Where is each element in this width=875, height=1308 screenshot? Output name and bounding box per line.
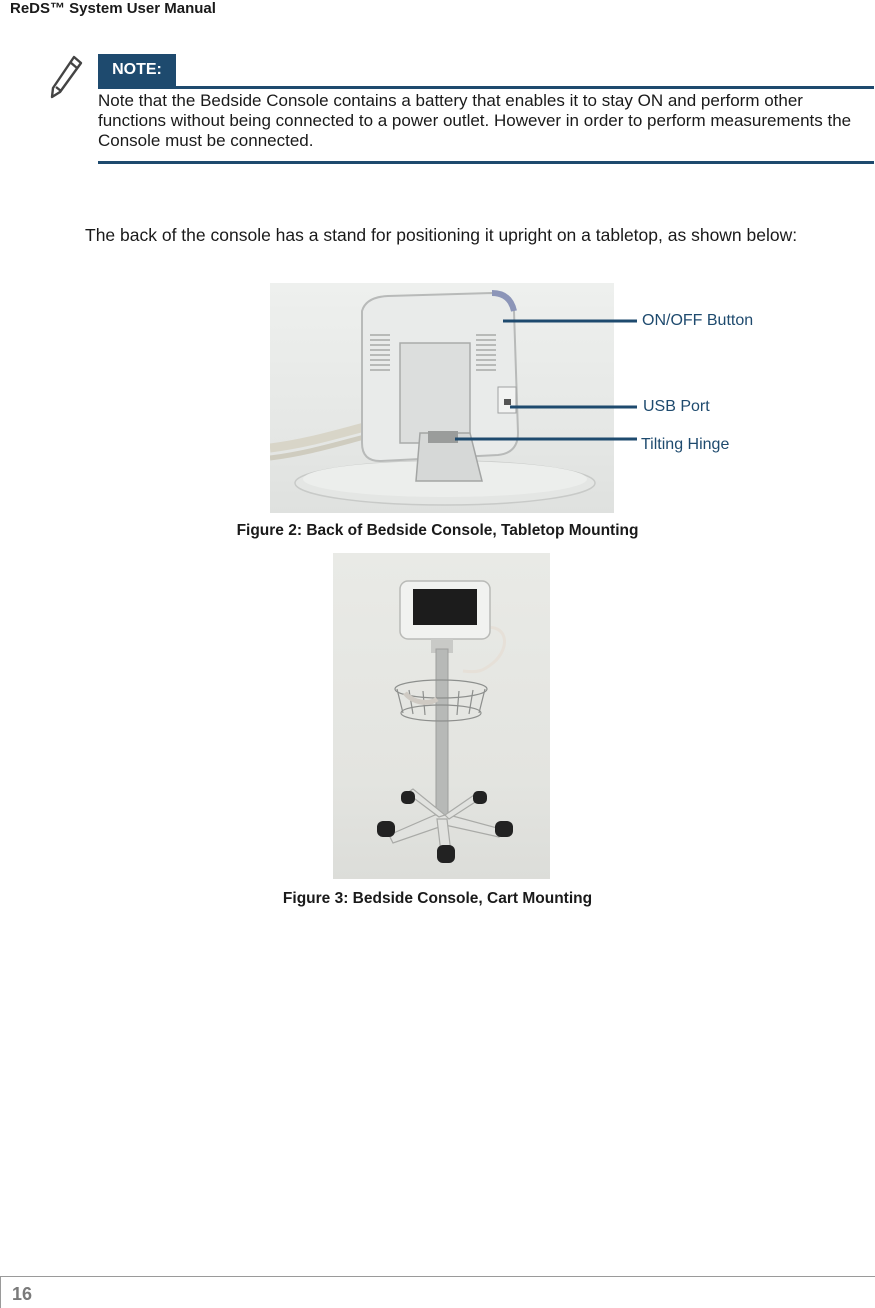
pencil-icon [48,54,84,100]
footer-tick [0,1276,1,1308]
figure-2-caption: Figure 2: Back of Bedside Console, Tabletop Mounting [236,522,639,539]
document-header-title: ReDS™ System User Manual [10,0,216,17]
callout-tilting-hinge: Tilting Hinge [641,436,730,453]
figure-3-caption: Figure 3: Bedside Console, Cart Mounting [282,890,593,907]
note-bottom-rule [98,161,874,164]
console-back-illustration [270,283,614,513]
footer-rule [0,1276,875,1277]
console-cart-illustration [333,553,550,879]
callout-on-off-button: ON/OFF Button [642,312,754,329]
callout-leader-lines [614,283,639,513]
note-text: Note that the Bedside Console contains a battery that enables it to stay ON and perform other functions without being connected to a power outlet. However in order to perform measurements the Console must be connected. [98,91,852,150]
page-number: 16 [12,1284,33,1304]
figure-2-photo [270,283,614,513]
figure-3-photo [333,553,550,879]
note-badge: NOTE: [98,54,176,86]
body-paragraph: The back of the console has a stand for positioning it upright on a tabletop, as shown below: [85,225,798,245]
callout-usb-port: USB Port [643,398,710,415]
note-top-rule [98,86,874,89]
